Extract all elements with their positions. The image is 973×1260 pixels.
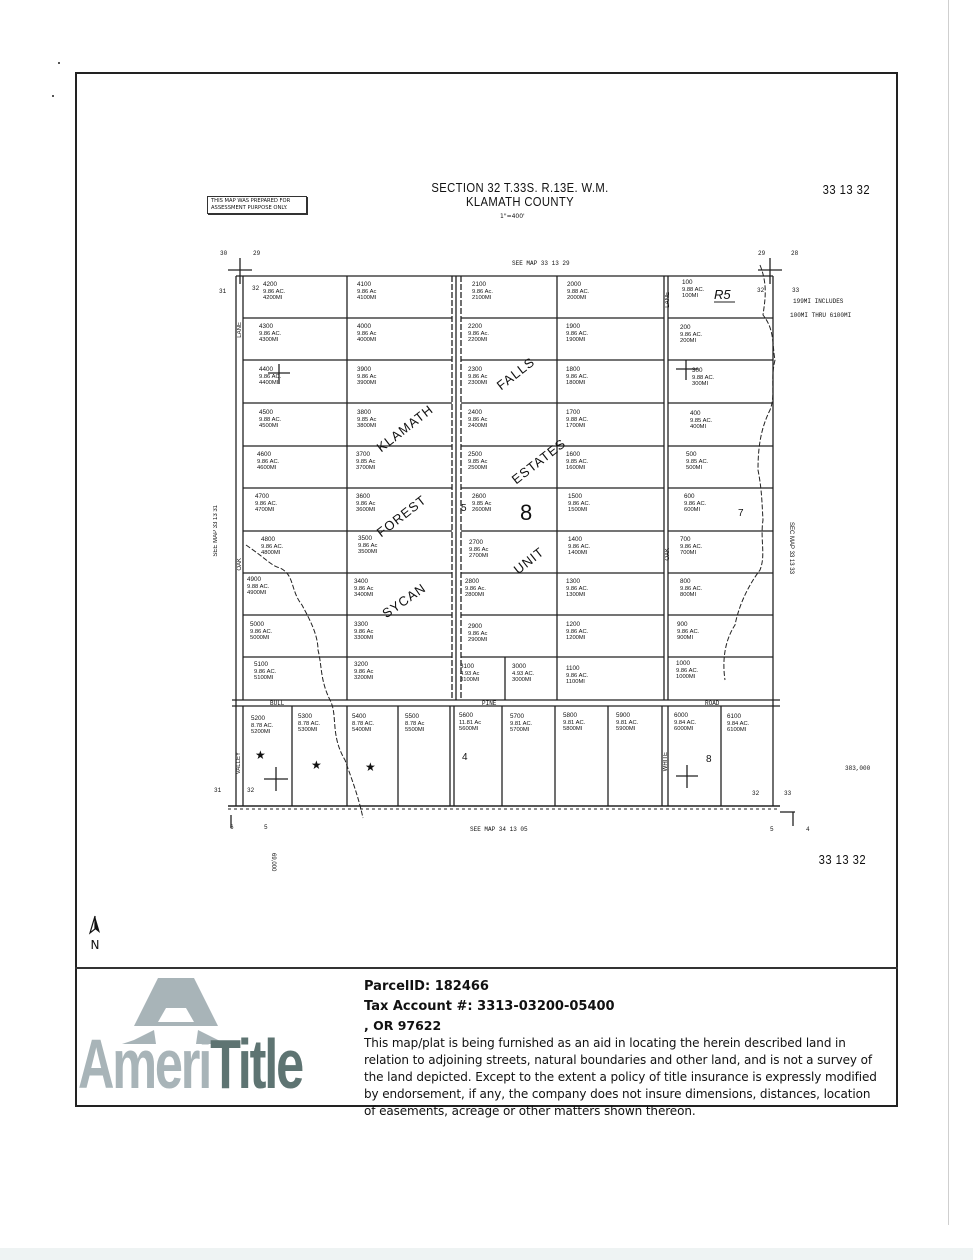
parcel-label: 4500 9.88 AC. 4500MI [259, 409, 282, 429]
block-number: 8 [706, 754, 712, 765]
north-arrow-icon [88, 915, 102, 935]
parcel-label: 1200 9.86 AC. 1200MI [566, 621, 589, 641]
parcel-label: 5000 9.86 AC. 5000MI [250, 621, 273, 641]
see-map-right: SEC MAP 33 13 33 [788, 522, 794, 574]
parcel-label: 1000 9.86 AC. 1000MI [676, 660, 699, 680]
disclaimer: This map/plat is being furnished as an aid in locating the herein described land in relation to adjoining streets, natural boundaries and other land, and is not a survey of the land depicted. Except to the extent a policy of title insurance is expressly modified by endorsement, if any, the company does not insure dimensions, distances, location of easements, acreage or other matters shown thereon. [364, 1036, 877, 1118]
parcel-label: 6100 9.84 AC. 6100MI [727, 713, 750, 733]
parcel-label: 2100 9.86 Ac. 2100MI [472, 281, 493, 301]
see-map-bottom: SEE MAP 34 13 05 [470, 826, 528, 833]
star-marker-icon: ★ [311, 758, 322, 772]
map-title-line1: SECTION 32 T.33S. R.13E. W.M. [431, 181, 609, 195]
parcel-label: 4800 9.86 AC. 4800MI [261, 536, 284, 556]
parcel-label: 3800 9.85 Ac 3800MI [357, 409, 377, 429]
subdivision-word: FALLS [493, 354, 538, 393]
parcel-label: 3700 9.85 Ac 3700MI [356, 451, 376, 471]
parcel-label: 6000 9.84 AC. 6000MI [674, 712, 697, 732]
subdivision-word: FOREST [373, 492, 430, 540]
road-label-lane-left: LANE [237, 322, 243, 338]
parcel-label: 3200 9.86 Ac 3200MI [354, 661, 374, 681]
parcel-label: 5100 9.86 AC. 5100MI [254, 661, 277, 681]
parcel-label: 4100 9.86 Ac 4100MI [357, 281, 377, 301]
corner-label: 31 [214, 787, 222, 794]
corner-label: 29 [758, 250, 766, 257]
subdivision-word: UNIT [510, 544, 548, 577]
corner-label: 33 [792, 287, 800, 294]
logo-text-ameri: Ameri [78, 1025, 211, 1103]
location: , OR 97622 [364, 1018, 442, 1033]
parcel-label: 2000 9.88 AC. 2000MI [567, 281, 590, 301]
parcel-label: 3100 4.93 Ac 3100MI [460, 663, 480, 683]
subdivision-word: ESTATES [508, 435, 569, 487]
parcel-label: 5300 8.78 AC. 5300MI [298, 713, 321, 733]
parcel-label: 1900 9.86 AC. 1900MI [566, 323, 589, 343]
parcel-label: 900 9.86 AC. 900MI [677, 621, 700, 641]
road-label-bull: BULL [270, 700, 285, 707]
road-label-lane-right: LANE [665, 292, 671, 308]
subdivision-word: SYCAN [379, 580, 429, 621]
parcel-label: 5200 8.78 AC. 5200MI [251, 715, 274, 735]
parcel-label: 3300 9.86 Ac 3300MI [354, 621, 374, 641]
north-label: N [90, 938, 100, 952]
corner-label: 5 [770, 826, 774, 833]
note-line2: 100MI THRU 6100MI [790, 312, 852, 319]
parcel-label: 5600 11.81 Ac 5600MI [459, 712, 482, 732]
map-number-top: 33 13 32 [822, 183, 871, 197]
parcel-label: 500 9.85 AC. 500MI [686, 451, 709, 471]
parcel-label: 300 9.88 AC. 300MI [692, 367, 715, 387]
parcel-label: 1700 9.88 AC. 1700MI [566, 409, 589, 429]
parcel-label: 2500 9.85 Ac 2500MI [468, 451, 488, 471]
corner-label: 28 [791, 250, 799, 257]
parcel-label: 3500 9.86 Ac 3500MI [358, 535, 378, 555]
tax-account: Tax Account #: 3313-03200-05400 [364, 999, 615, 1014]
logo-text-title: Title [210, 1025, 302, 1103]
star-marker-icon: ★ [255, 748, 266, 762]
road-label-valley: VALLEY [236, 752, 242, 775]
see-map-left: SEE MAP 33 13 31 [213, 505, 219, 557]
road-label-pine: PINE [482, 700, 497, 707]
note-line1: 199MI INCLUDES [793, 298, 844, 305]
corner-label: 31 [219, 288, 227, 295]
coord-right: 383,000 [845, 765, 871, 772]
parcel-label: 4000 9.86 Ac 4000MI [357, 323, 377, 343]
parcel-label: 5900 9.81 AC. 5900MI [616, 712, 639, 732]
parcel-label: 4700 9.86 AC. 4700MI [255, 493, 278, 513]
parcel-label: 1100 9.86 AC. 1100MI [566, 665, 589, 685]
parcel-label: 400 9.85 AC. 400MI [690, 410, 713, 430]
parcel-label: 5800 9.81 AC. 5800MI [563, 712, 586, 732]
parcel-id: ParcelID: 182466 [364, 979, 489, 994]
corner-label: 6 [230, 824, 234, 831]
north-arrow [88, 915, 102, 951]
parcel-label: 4400 9.86 AC. 4400MI [259, 366, 282, 386]
parcel-label: 4300 9.86 AC. 4300MI [259, 323, 282, 343]
zoning-label: R5 [714, 287, 731, 302]
parcel-label: 2900 9.86 Ac 2900MI [468, 623, 488, 643]
parcel-label: 800 9.86 AC. 800MI [680, 578, 703, 598]
parcel-label: 1300 9.86 AC. 1300MI [566, 578, 589, 598]
map-number-bottom: 33 13 32 [818, 853, 867, 867]
parcel-label: 2400 9.86 Ac 2400MI [468, 409, 488, 429]
map-scale: 1"=400' [500, 213, 525, 220]
parcel-info [364, 976, 884, 1120]
parcel-label: 2600 9.85 Ac 2600MI [472, 493, 492, 513]
parcel-label: 700 9.86 AC. 700MI [680, 536, 703, 556]
parcel-label: 2200 9.86 Ac. 2200MI [468, 323, 489, 343]
parcel-label: 2300 9.86 Ac 2300MI [468, 366, 488, 386]
corner-label: 4 [806, 826, 810, 833]
road-label-white: WHITE [663, 752, 669, 772]
parcel-label: 5400 8.78 AC. 5400MI [352, 713, 375, 733]
see-map-top: SEE MAP 33 13 29 [512, 260, 570, 267]
road-label-oak-left: OAK [237, 558, 243, 571]
subdivision-word: KLAMATH [373, 401, 437, 455]
corner-label: 32 [247, 787, 255, 794]
corner-label: 30 [220, 250, 228, 257]
parcel-label: 200 9.86 AC. 200MI [680, 324, 703, 344]
road-label-road: ROAD [705, 700, 720, 707]
corner-label: 32 [252, 285, 260, 292]
parcel-label: 5700 9.81 AC. 5700MI [510, 713, 533, 733]
parcel-label: 3400 9.86 Ac 3400MI [354, 578, 374, 598]
parcel-label: 3600 9.86 Ac 3600MI [356, 493, 376, 513]
parcel-label: 2800 9.86 Ac. 2800MI [465, 578, 486, 598]
coord-bottom: 69,000 [270, 853, 276, 872]
unit-number: 8 [520, 500, 533, 525]
parcel-label: 600 9.86 AC. 600MI [684, 493, 707, 513]
parcel-label: 100 9.88 AC. 100MI [682, 279, 705, 299]
parcel-label: 5500 8.78 Ac 5500MI [405, 713, 425, 733]
parcel-label: 3900 9.86 Ac 3900MI [357, 366, 377, 386]
parcel-label: 1400 9.86 AC. 1400MI [568, 536, 591, 556]
corner-label: 32 [757, 287, 765, 294]
corner-label: 33 [784, 790, 792, 797]
parcel-label: 1500 9.86 AC. 1500MI [568, 493, 591, 513]
block-number: 5 [461, 503, 467, 514]
road-label-oak-right: OAK [665, 548, 671, 561]
parcel-label: 3000 4.93 AC. 3000MI [512, 663, 535, 683]
parcel-label: 1600 9.85 AC. 1600MI [566, 451, 589, 471]
parcel-label: 4200 9.86 AC. 4200MI [263, 281, 286, 301]
corner-label: 32 [752, 790, 760, 797]
corner-label: 29 [253, 250, 261, 257]
assessment-stamp: THIS MAP WAS PREPARED FOR ASSESSMENT PURPOSE ONLY. [207, 196, 307, 214]
block-number: 7 [738, 508, 744, 519]
corner-label: 5 [264, 824, 268, 831]
star-marker-icon: ★ [365, 760, 376, 774]
parcel-label: 1800 9.86 AC. 1800MI [566, 366, 589, 386]
parcel-label: 2700 9.86 Ac 2700MI [469, 539, 489, 559]
block-number: 4 [462, 752, 468, 763]
amerititle-logo [78, 978, 363, 1103]
parcel-label: 4900 9.88 AC. 4900MI [247, 576, 270, 596]
map-title-line2: KLAMATH COUNTY [466, 195, 574, 209]
parcel-label: 4600 9.86 AC. 4600MI [257, 451, 280, 471]
